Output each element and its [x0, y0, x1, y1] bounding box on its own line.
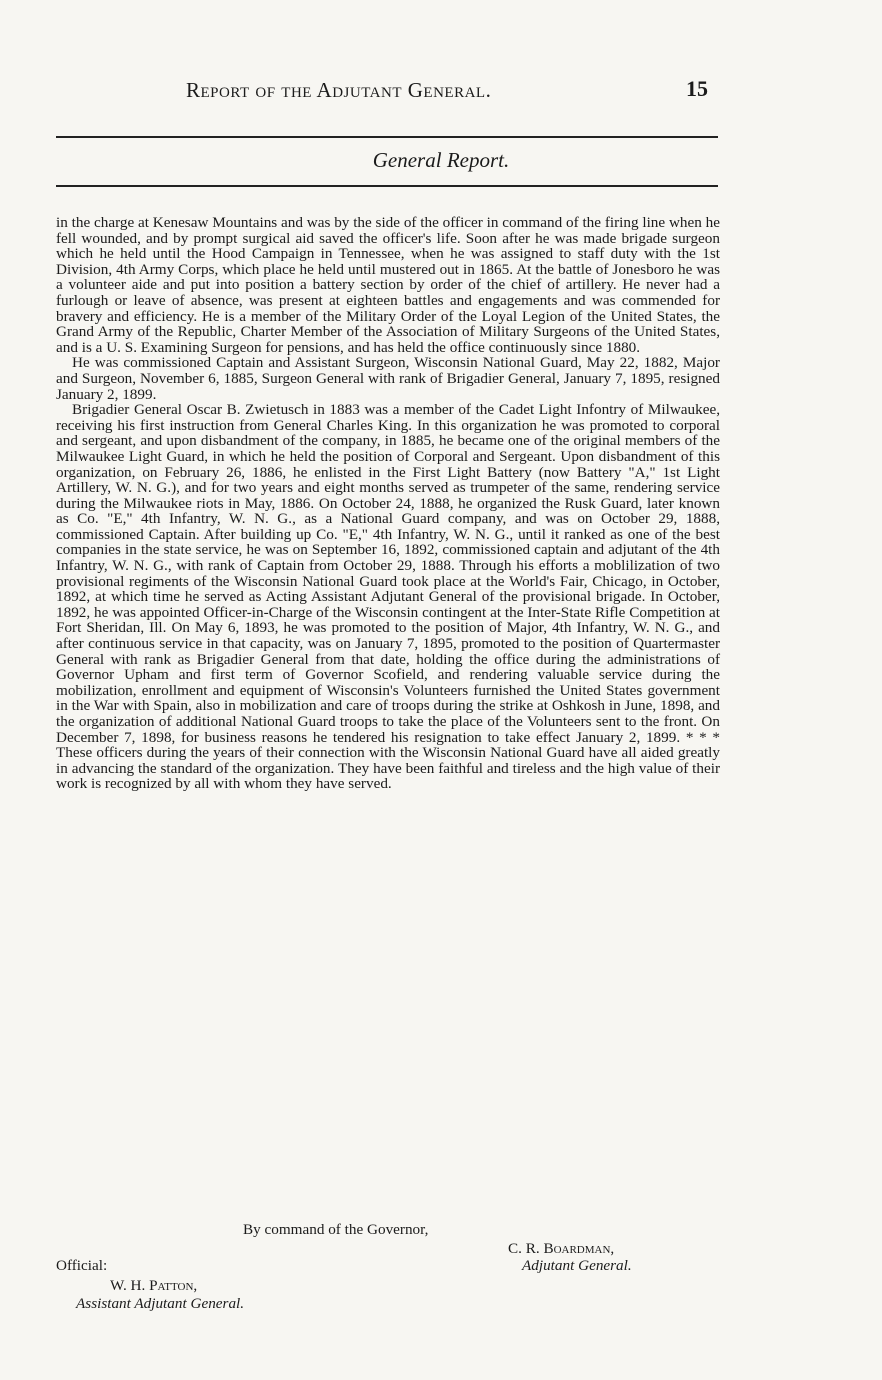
by-command-line: By command of the Governor,	[243, 1221, 429, 1238]
header-rule-top	[56, 136, 718, 138]
body-paragraph: He was commissioned Captain and Assistant Surgeon, Wisconsin National Guard, May 22, 1882, Major and Surgeon, November 6, 1885, Surgeon General with rank of Brigadier General, January 7, 1895, resigned January 2, 1899.	[56, 354, 720, 403]
running-head: Report of the Adjutant General.	[186, 78, 492, 102]
section-title: General Report.	[372, 148, 510, 172]
report-body	[56, 215, 720, 792]
body-paragraph: Brigadier General Oscar B. Zwietusch in 1883 was a member of the Cadet Light Infontry of Milwaukee, receiving his first instruction from General Charles King. In this organization he was promoted to corporal and sergeant, and upon disbandment of the company, in 1885, he became one of the original members of the Milwaukee Light Guard, in which he held the position of Corporal and Sergeant. Upon disbandment of this organization, on February 26, 1886, he enlisted in the First Light Battery (now Battery "A," 1st Light Artillery, W. N. G.), and for two years and eight months served as trumpeter of the same, rendering service during the Milwaukee riots in May, 1886. On October 24, 1888, he organized the Rusk Guard, later known as Co. "E," 4th Infantry, W. N. G., as a National Guard company, and was on October 29, 1888, commissioned Captain. After building up Co. "E," 4th Infantry, W. N. G., until it ranked as one of the best companies in the state service, he was on September 16, 1892, commissioned captain and adjutant of the 4th Infantry, W. N. G., with rank of Captain from October 29, 1888. Through his efforts a moblilization of two provisional regiments of the Wisconsin National Guard took place at the World's Fair, Chicago, in October, 1892, at which time he served as Acting Assistant Adjutant General of the provisional brigade. In October, 1892, he was appointed Officer-in-Charge of the Wisconsin contingent at the Inter-State Rifle Competition at Fort Sheridan, Ill. On May 6, 1893, he was promoted to the position of Major, 4th Infantry, W. N. G., and after continuous service in that capacity, was on January 7, 1895, promoted to the position of Quartermaster General with rank as Brigadier General from that date, holding the office during the administrations of Governor Upham and first term of Governor Scofield, and rendering valuable service during the mobilization, enrollment and equipment of Wisconsin's Volunteers furnished the United States government in the War with Spain, also in mobilization and care of troops during the strike at Oshkosh in June, 1898, and the organization of additional National Guard troops to take the place of the Volunteers sent to the front. On December 7, 1898, for business reasons he tendered his resignation to take effect January 2, 1899. * * * These officers during the years of their connection with the Wisconsin National Guard have all aided greatly in advancing the standard of the organization. They have been faithful and tireless and the high value of their work is recognized by all with whom they have served.	[56, 401, 720, 793]
signer-name: C. R. Boardman,	[508, 1240, 615, 1257]
signer-title: Adjutant General.	[522, 1257, 632, 1274]
header-rule-bottom	[56, 185, 718, 187]
official-label: Official:	[56, 1257, 108, 1274]
attest-title: Assistant Adjutant General.	[76, 1295, 245, 1312]
body-paragraph: in the charge at Kenesaw Mountains and was by the side of the officer in command of the firing line when he fell wounded, and by prompt surgical aid saved the officer's life. Soon after he was made brigade surgeon which he held until the Hood Campaign in Tennessee, when he was assigned to staff duty with the 1st Division, 4th Army Corps, which place he held until mustered out in 1865. At the battle of Jonesboro he was a volunteer aide and put into position a battery section by order of the chief of artillery. He never had a furlough or leave of absence, was present at eighteen battles and engagements and was commended for bravery and efficiency. He is a member of the Military Order of the Loyal Legion of the United States, the Grand Army of the Republic, Charter Member of the Association of Military Surgeons of the United States, and is a U. S. Examining Surgeon for pensions, and has held the office continuously since 1880.	[56, 214, 720, 356]
page-number: 15	[686, 76, 708, 101]
attest-name: W. H. Patton,	[110, 1277, 198, 1294]
